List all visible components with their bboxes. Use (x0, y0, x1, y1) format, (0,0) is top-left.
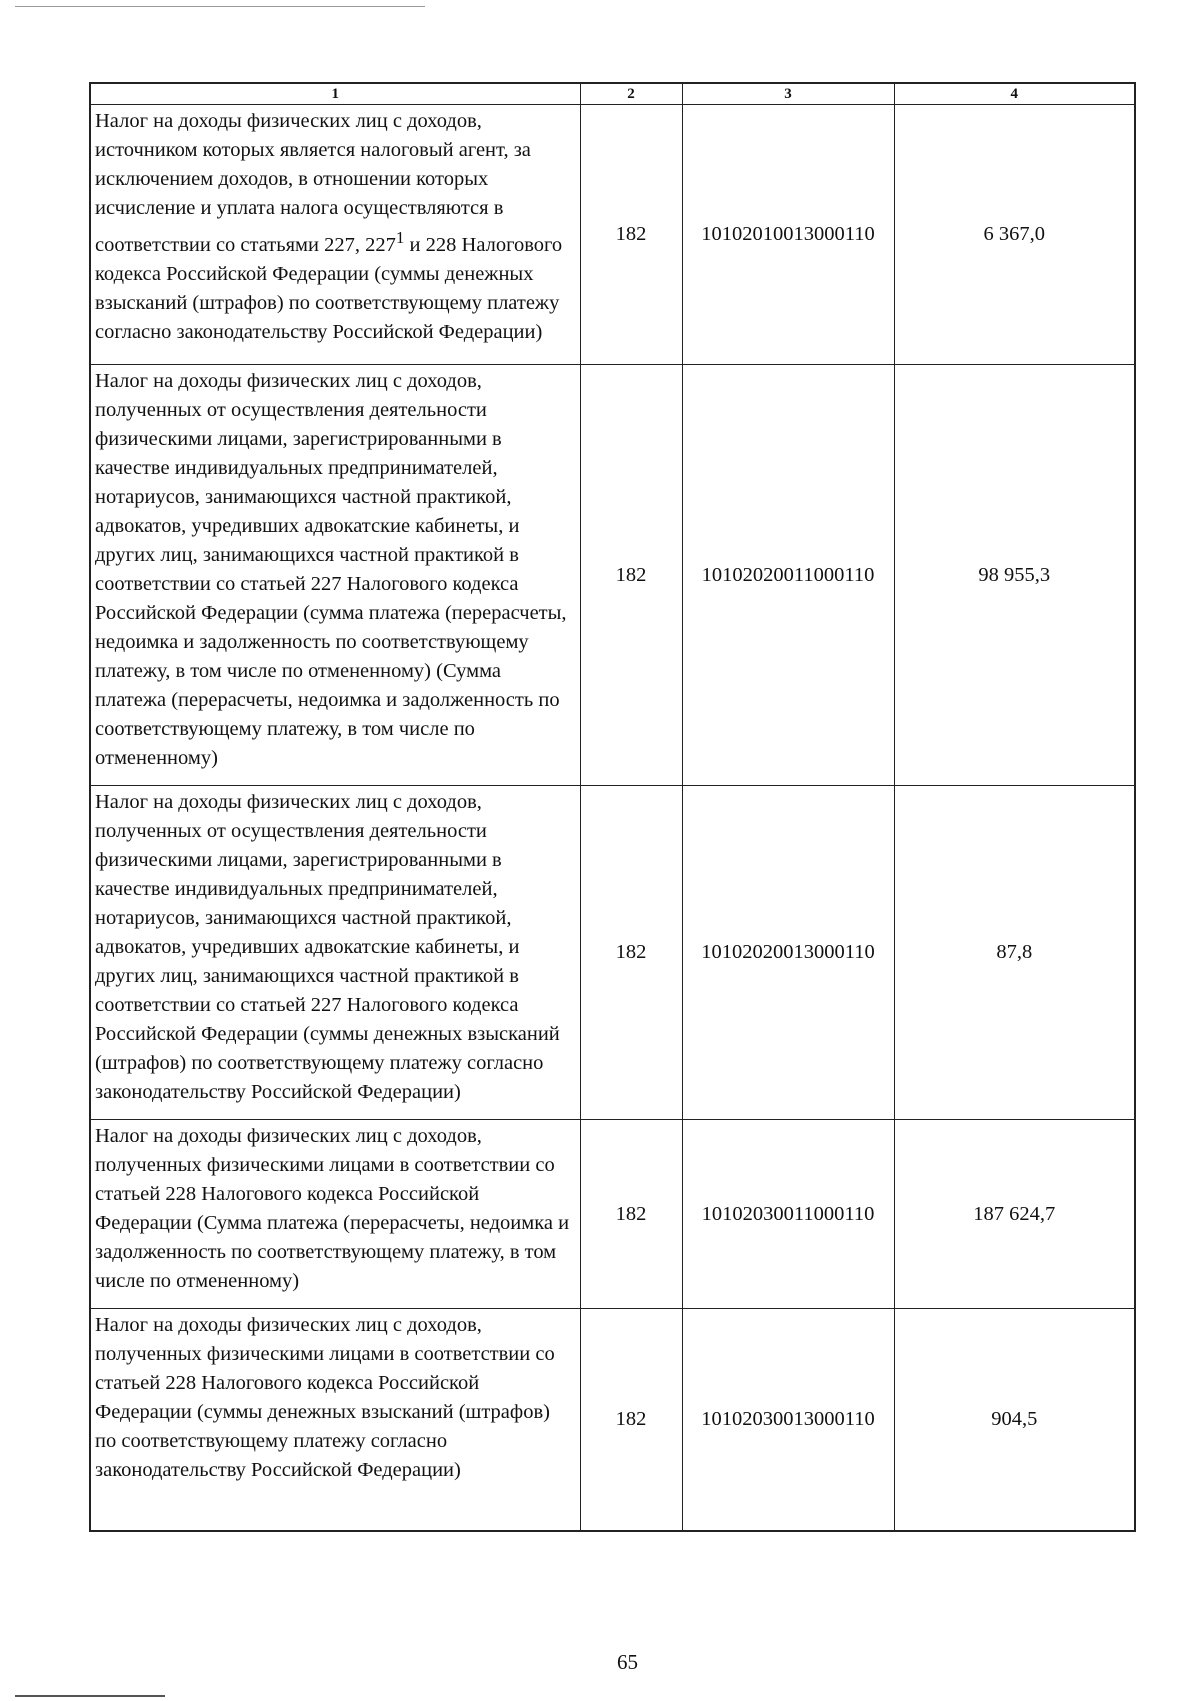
table-row (90, 1309, 1135, 1531)
table-row (90, 1120, 1135, 1309)
column-header: 2 (580, 83, 682, 105)
income-description: Налог на доходы физических лиц с доходов, полученных от осуществления деятельности физическими лицами, зарегистрированными в качестве индивидуальных предпринимателей, нотариусов, занимающихся частной практикой, адвокатов, учредивших адвокатские кабинеты, и других лиц, занимающихся частной практикой в соответствии со статьей 227 Налогового кодекса Российской Федерации (суммы денежных взысканий (штрафов) по соответствующему платежу согласно законодательству Российской Федерации) (90, 786, 580, 1120)
amount: 87,8 (894, 786, 1135, 1120)
table-row (90, 786, 1135, 1120)
amount: 98 955,3 (894, 365, 1135, 786)
admin-code: 182 (580, 105, 682, 365)
income-description: Налог на доходы физических лиц с доходов, источником которых является налоговый агент, за исключением доходов, в отношении которых исчисление и уплата налога осуществляются в соответствии со статьями 227, $227^1$ и 228 Налогового кодекса Российской Федерации (суммы денежных взысканий (штрафов) по соответствующему платежу согласно законодательству Российской Федерации) (90, 105, 580, 365)
admin-code: 182 (580, 365, 682, 786)
amount: 187 624,7 (894, 1120, 1135, 1309)
admin-code: 182 (580, 786, 682, 1120)
admin-code: 182 (580, 1309, 682, 1531)
column-header: 1 (90, 83, 580, 105)
table-row (90, 365, 1135, 786)
budget-classification-code: 10102030013000110 (682, 1309, 894, 1531)
amount: 904,5 (894, 1309, 1135, 1531)
income-description: Налог на доходы физических лиц с доходов, полученных физическими лицами в соответствии со статьей 228 Налогового кодекса Российской Федерации (суммы денежных взысканий (штрафов) по соответствующему платежу согласно законодательству Российской Федерации) (90, 1309, 580, 1531)
income-description: Налог на доходы физических лиц с доходов, полученных физическими лицами в соответствии со статьей 228 Налогового кодекса Российской Федерации (Сумма платежа (перерасчеты, недоимка и задолженность по соответствующему платежу, в том числе по отмененному) (90, 1120, 580, 1309)
income-description: Налог на доходы физических лиц с доходов, полученных от осуществления деятельности физическими лицами, зарегистрированными в качестве индивидуальных предпринимателей, нотариусов, занимающихся частной практикой, адвокатов, учредивших адвокатские кабинеты, и других лиц, занимающихся частной практикой в соответствии со статьей 227 Налогового кодекса Российской Федерации (сумма платежа (перерасчеты, недоимка и задолженность по соответствующему платежу, в том числе по отмененному) (Сумма платежа (перерасчеты, недоимка и задолженность по соответствующему платежу, в том числе по отмененному) (90, 365, 580, 786)
amount: 6 367,0 (894, 105, 1135, 365)
table-row (90, 105, 1135, 365)
column-number-row (90, 83, 1135, 105)
budget-classification-code: 10102020013000110 (682, 786, 894, 1120)
column-header: 3 (682, 83, 894, 105)
column-header: 4 (894, 83, 1135, 105)
page-number: 65 (617, 1650, 638, 1674)
budget-classification-code: 10102020011000110 (682, 365, 894, 786)
tax-revenue-table (89, 82, 1136, 1532)
budget-classification-code: 10102010013000110 (682, 105, 894, 365)
scan-bottom-line (15, 1695, 165, 1697)
admin-code: 182 (580, 1120, 682, 1309)
budget-classification-code: 10102030011000110 (682, 1120, 894, 1309)
scan-top-line (15, 6, 425, 7)
